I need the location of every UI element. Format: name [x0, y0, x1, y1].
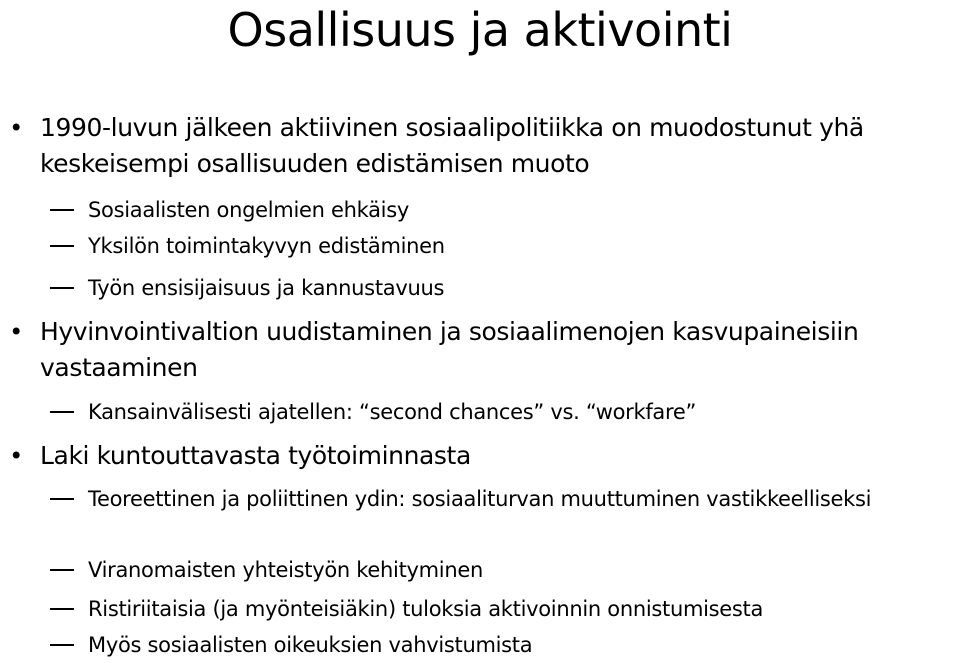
sub-item-text: Teoreettinen ja poliittinen ydin: sosiaaliturvan muuttuminen vastikkeelliseksi [88, 487, 872, 511]
dash-icon [50, 608, 74, 610]
bullet-icon: • [9, 318, 23, 346]
dash-icon [50, 569, 74, 571]
sub-item-text: Sosiaalisten ongelmien ehkäisy [88, 198, 409, 222]
bullet-item-3 [9, 438, 940, 474]
sub-item-text: Kansainvälisesti ajatellen: “second chances” vs. “workfare” [88, 400, 697, 424]
sub-item-text: Työn ensisijaisuus ja kannustavuus [88, 276, 445, 300]
sub-item [88, 555, 948, 585]
sub-item [88, 231, 948, 261]
bullet-icon: • [9, 114, 23, 142]
sub-item [88, 397, 948, 427]
sub-item-text: Viranomaisten yhteistyön kehityminen [88, 558, 483, 582]
dash-icon [50, 245, 74, 247]
slide-title: Osallisuus ja aktivointi [227, 3, 733, 57]
dash-icon [50, 644, 74, 646]
dash-icon [50, 209, 74, 211]
sub-item [88, 594, 948, 624]
sub-item-text: Yksilön toimintakyvyn edistäminen [88, 234, 445, 258]
bullet-item-2 [9, 314, 940, 386]
bullet-text: Laki kuntouttavasta työtoiminnasta [40, 441, 471, 470]
sub-item [88, 630, 948, 660]
bullet-text: 1990-luvun jälkeen aktiivinen sosiaalipolitiikka on muodostunut yhä keskeisempi osallisuuden edistämisen muoto [40, 113, 864, 178]
bullet-icon: • [9, 442, 23, 470]
sub-item [88, 195, 948, 225]
bullet-item-1 [9, 110, 940, 182]
sub-item [88, 273, 948, 303]
sub-item-text: Ristiriitaisia (ja myönteisiäkin) tuloksia aktivoinnin onnistumisesta [88, 597, 764, 621]
dash-icon [50, 411, 74, 413]
dash-icon [50, 498, 74, 500]
sub-item [88, 484, 948, 514]
dash-icon [50, 287, 74, 289]
sub-item-text: Myös sosiaalisten oikeuksien vahvistumista [88, 633, 533, 657]
bullet-text: Hyvinvointivaltion uudistaminen ja sosiaalimenojen kasvupaineisiin vastaaminen [40, 317, 859, 382]
